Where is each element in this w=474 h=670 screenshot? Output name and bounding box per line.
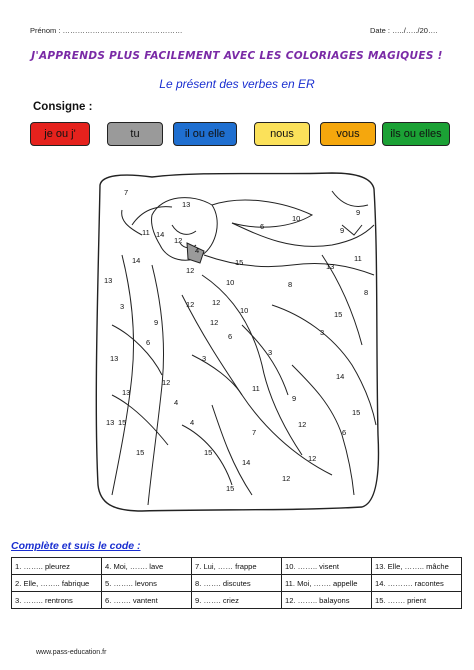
table-cell: 5. …….. levons [102, 575, 192, 592]
picture-number: 14 [132, 256, 141, 265]
footer-url: www.pass-education.fr [36, 649, 107, 656]
picture-number: 3 [120, 302, 125, 311]
legend-je-label: je ou j' [44, 128, 76, 140]
picture-number: 3 [320, 328, 325, 337]
table-cell: 8. ……. discutes [192, 575, 282, 592]
table-row [12, 592, 462, 609]
picture-number: 15 [235, 258, 244, 267]
picture-number: 7 [252, 428, 257, 437]
picture-number: 10 [292, 214, 301, 223]
table-cell: 7. Lui, …… frappe [192, 558, 282, 575]
picture-number: 13 [110, 354, 119, 363]
picture-number: 6 [146, 338, 151, 347]
legend-vous-label: vous [336, 128, 360, 140]
picture-number: 13 [104, 276, 113, 285]
picture-number: 10 [240, 306, 249, 315]
picture-number: 6 [228, 332, 233, 341]
picture-number: 11 [354, 254, 362, 263]
legend-il-elle-label: il ou elle [184, 128, 226, 140]
table-cell: 12. …….. balayons [282, 592, 372, 609]
picture-number: 12 [298, 420, 307, 429]
picture-number: 9 [340, 226, 345, 235]
date-field-label: Date : …../…../20…. [370, 26, 438, 35]
picture-number: 8 [364, 288, 369, 297]
picture-number: 15 [352, 408, 361, 417]
picture-number: 12 [174, 236, 183, 245]
picture-number: 7 [124, 188, 129, 197]
picture-number: 9 [154, 318, 159, 327]
coloring-picture-svg [92, 165, 382, 515]
page-subtitle: Le présent des verbes en ER [159, 77, 315, 91]
code-title: Complète et suis le code : [11, 540, 141, 552]
legend-tu-label: tu [130, 128, 140, 140]
table-cell: 9. ……. criez [192, 592, 282, 609]
table-row [12, 558, 462, 575]
table-cell: 3. …….. rentrons [12, 592, 102, 609]
picture-number: 15 [334, 310, 343, 319]
code-table [11, 557, 462, 609]
picture-number: 12 [186, 300, 195, 309]
picture-number: 12 [162, 378, 171, 387]
name-field-label: Prénom : ………………………………………… [30, 26, 183, 35]
picture-number: 12 [186, 266, 195, 275]
legend-nous [254, 122, 310, 146]
picture-number: 15 [204, 448, 213, 457]
table-cell: 14. ………. racontes [372, 575, 462, 592]
picture-number: 9 [356, 208, 361, 217]
table-row [12, 575, 462, 592]
legend-il-elle [173, 122, 237, 146]
legend-tu [107, 122, 163, 146]
legend-nous-label: nous [270, 128, 294, 140]
table-cell: 10. …….. visent [282, 558, 372, 575]
picture-number: 4 [195, 246, 200, 255]
picture-number: 15 [226, 484, 235, 493]
legend-ils-elles [382, 122, 450, 146]
table-cell: 1. …….. pleurez [12, 558, 102, 575]
picture-number: 12 [210, 318, 219, 327]
picture-number: 8 [288, 280, 293, 289]
picture-number: 3 [268, 348, 273, 357]
picture-number: 15 [118, 418, 127, 427]
legend-ils-elles-label: ils ou elles [390, 128, 442, 140]
picture-number: 10 [226, 278, 235, 287]
table-cell: 2. Elle, …….. fabrique [12, 575, 102, 592]
page-title: J'APPRENDS PLUS FACILEMENT AVEC LES COLORIAGES MAGIQUES ! [31, 50, 443, 62]
coloring-picture [92, 165, 382, 515]
picture-number: 9 [292, 394, 297, 403]
picture-number: 14 [242, 458, 251, 467]
picture-number: 12 [282, 474, 291, 483]
table-cell: 13. Elle, …….. mâche [372, 558, 462, 575]
picture-number: 13 [182, 200, 191, 209]
picture-number: 11 [252, 384, 260, 393]
table-cell: 6. ……. vantent [102, 592, 192, 609]
picture-number: 6 [342, 428, 347, 437]
picture-number: 13 [106, 418, 115, 427]
legend-vous [320, 122, 376, 146]
picture-number: 4 [174, 398, 179, 407]
picture-number: 13 [122, 388, 131, 397]
picture-number: 12 [308, 454, 317, 463]
table-cell: 4. Moi, ……. lave [102, 558, 192, 575]
color-legend [30, 122, 450, 148]
picture-number: 14 [156, 230, 165, 239]
table-cell: 11. Moi, ……. appelle [282, 575, 372, 592]
picture-number: 6 [260, 222, 265, 231]
consigne-label: Consigne : [33, 101, 93, 113]
picture-number: 4 [190, 418, 195, 427]
legend-je [30, 122, 90, 146]
picture-number: 13 [326, 262, 335, 271]
picture-number: 14 [336, 372, 345, 381]
picture-number: 15 [136, 448, 145, 457]
picture-number: 12 [212, 298, 221, 307]
picture-number: 3 [202, 354, 207, 363]
table-cell: 15. ……. prient [372, 592, 462, 609]
picture-number: 11 [142, 228, 150, 237]
